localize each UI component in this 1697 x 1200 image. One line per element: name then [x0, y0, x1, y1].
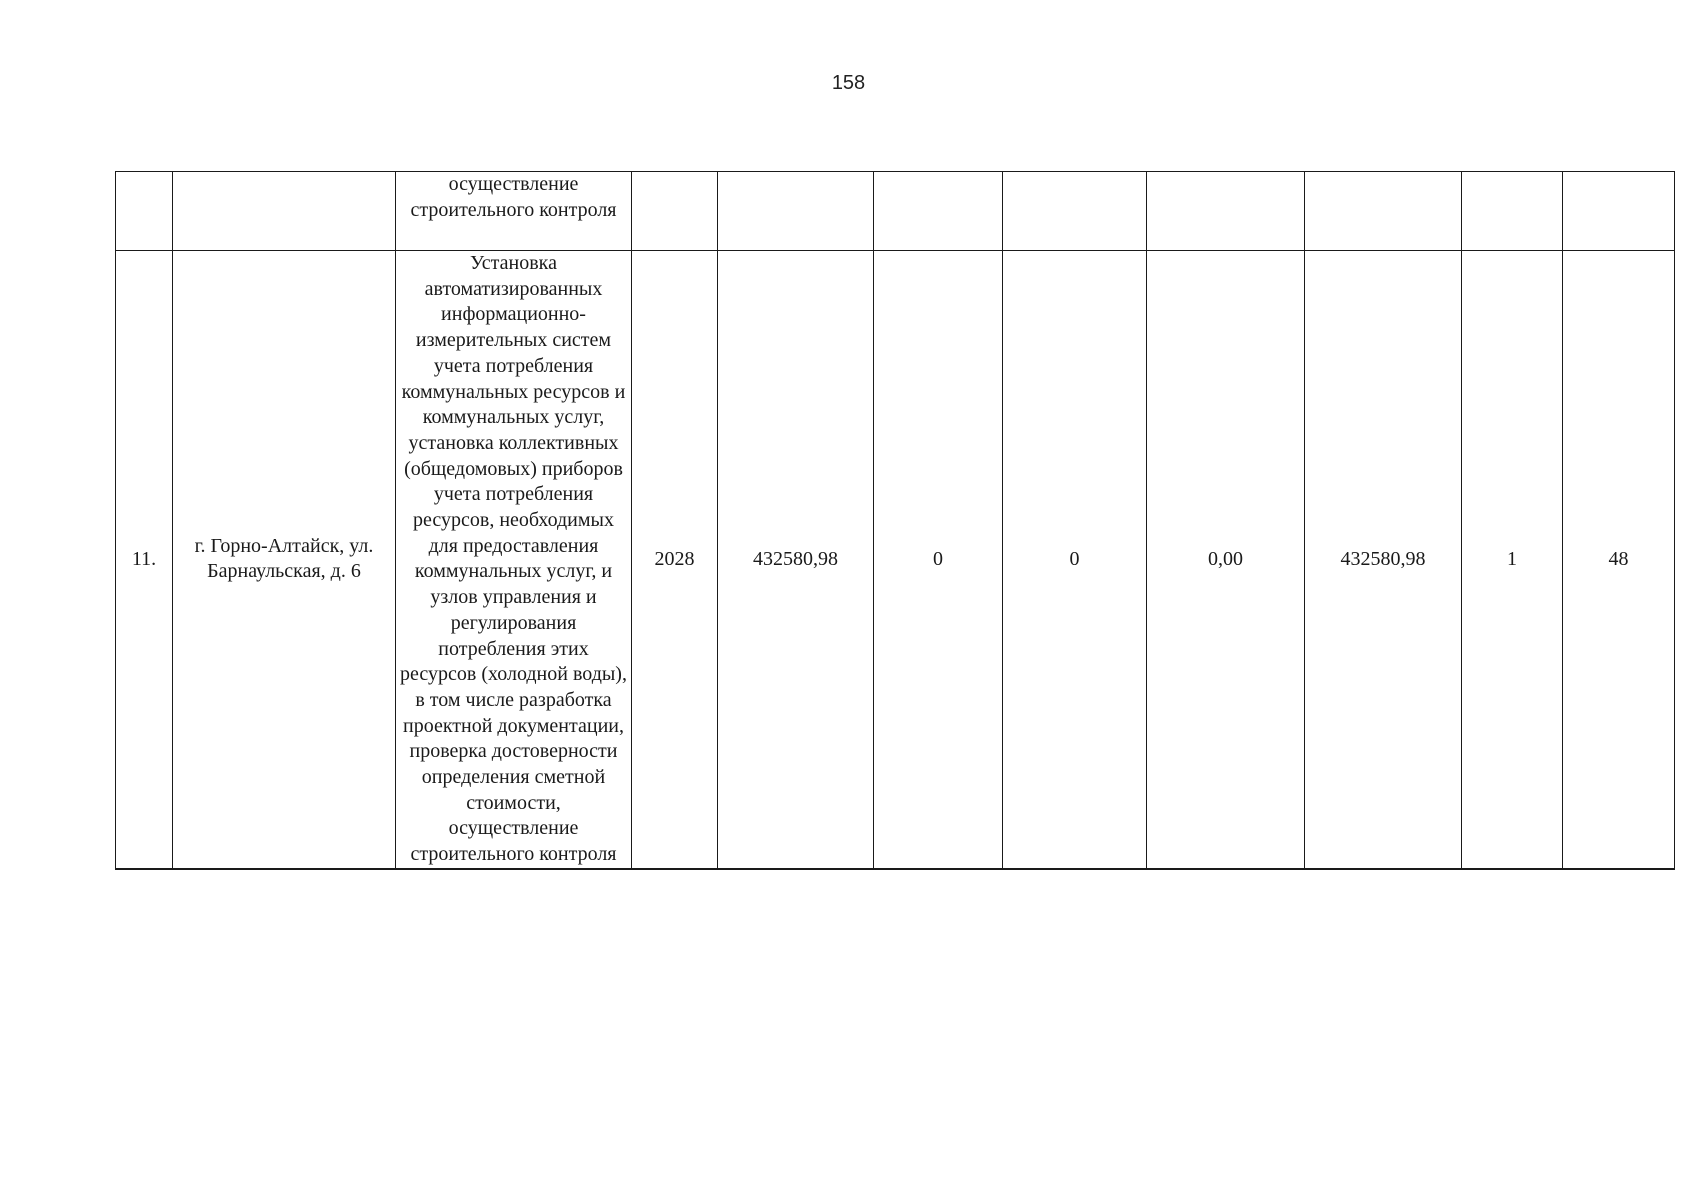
- cell-col10: 1: [1462, 251, 1563, 869]
- cell-col8: [1147, 172, 1305, 251]
- cell-description: Установка автоматизированных информационно-измерительных систем учета потребления коммунальных ресурсов и коммунальных услуг, установка коллективных (общедомовых) приборов учета потребления ресурсов, необходимых для предоставления коммунальных услуг, и узлов управления и регулирования потребления этих ресурсов (холодной воды), в том числе разработка проектной документации, проверка достоверности определения сметной стоимости, осуществление строительного контроля: [396, 251, 632, 869]
- cell-num: [116, 172, 173, 251]
- cell-col7: 0: [1003, 251, 1147, 869]
- table-row-continuation: [116, 172, 1675, 251]
- cell-total: [718, 172, 874, 251]
- works-table: [115, 171, 1675, 870]
- cell-col11: [1563, 172, 1675, 251]
- cell-col8: 0,00: [1147, 251, 1305, 869]
- cell-address: [173, 172, 396, 251]
- cell-year: [632, 172, 718, 251]
- cell-address: г. Горно-Алтайск, ул. Барнаульская, д. 6: [173, 251, 396, 869]
- cell-col6: [874, 172, 1003, 251]
- cell-total: 432580,98: [718, 251, 874, 869]
- cell-col6: 0: [874, 251, 1003, 869]
- cell-col7: [1003, 172, 1147, 251]
- cell-col11: 48: [1563, 251, 1675, 869]
- cell-year: 2028: [632, 251, 718, 869]
- cell-col9: [1305, 172, 1462, 251]
- cell-col10: [1462, 172, 1563, 251]
- cell-num: 11.: [116, 251, 173, 869]
- table-row-11: [116, 251, 1675, 869]
- page-number: 158: [831, 72, 866, 94]
- cell-col9: 432580,98: [1305, 251, 1462, 869]
- cell-description: осуществление строительного контроля: [396, 172, 632, 251]
